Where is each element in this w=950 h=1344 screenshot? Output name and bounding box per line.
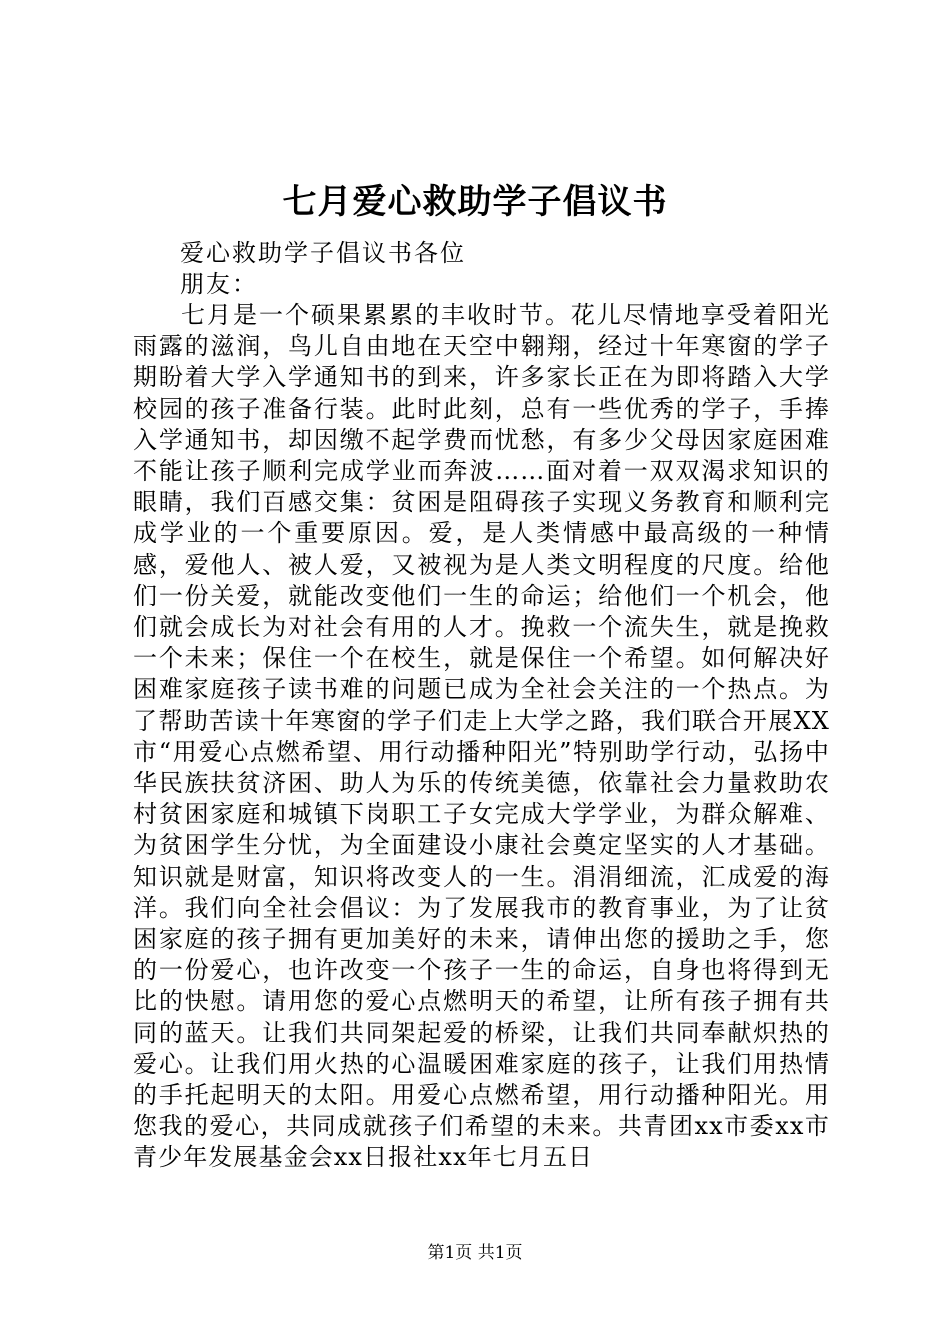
salutation: 爱心救助学子倡议书各位朋友：: [180, 239, 466, 298]
body-paragraph: 七月是一个硕果累累的丰收时节。花儿尽情地享受着阳光雨露的滋润，鸟儿自由地在天空中翱翔，经过十年寒窗的学子期盼着大学入学通知书的到来，许多家长正在为即将踏入大学校园的孩子准备行装。此时此刻，总有一些优秀的学子，手捧入学通知书，却因缴不起学费而忧愁，有多少父母因家庭困难不能让孩子顺利完成学业而奔波……面对着一双双渴求知识的眼睛，我们百感交集：贫困是阻碍孩子实现义务教育和顺利完成学业的一个重要原因。爱，是人类情感中最高级的一种情感，爱他人、被人爱，又被视为是人类文明程度的尺度。给他们一份关爱，就能改变他们一生的命运；给他们一个机会，他们就会成长为对社会有用的人才。挽救一个流失生，就是挽救一个未来；保住一个在校生，就是保住一个希望。如何解决好困难家庭孩子读书难的问题已成为全社会关注的一个热点。为了帮助苦读十年寒窗的学子们走上大学之路，我们联合开展XX市“用爱心点燃希望、用行动播种阳光”特别助学行动，弘扬中华民族扶贫济困、助人为乐的传统美德，依靠社会力量救助农村贫困家庭和城镇下岗职工子女完成大学学业，为群众解难、为贫困学生分忧，为全面建设小康社会奠定坚实的人才基础。知识就是财富，知识将改变人的一生。涓涓细流，汇成爱的海洋。我们向全社会倡议：为了发展我市的教育事业，为了让贫困家庭的孩子拥有更加美好的未来，请伸出您的援助之手，您的一份爱心，也许改变一个孩子一生的命运，自身也将得到无比的快慰。请用您的爱心点燃明天的希望，让所有孩子拥有共同的蓝天。让我们共同架起爱的桥梁，让我们共同奉献炽热的爱心。让我们用火热的心温暖困难家庭的孩子，让我们用热情的手托起明天的太阳。用爱心点燃希望，用行动播种阳光。用您我的爱心，共同成就孩子们希望的未来。共青团xx市委xx市青少年发展基金会xx日报社xx年七月五日: [133, 301, 830, 1172]
page-title: 七月爱心救助学子倡议书: [282, 182, 668, 222]
page-footer: 第1页 共1页: [427, 1243, 523, 1263]
